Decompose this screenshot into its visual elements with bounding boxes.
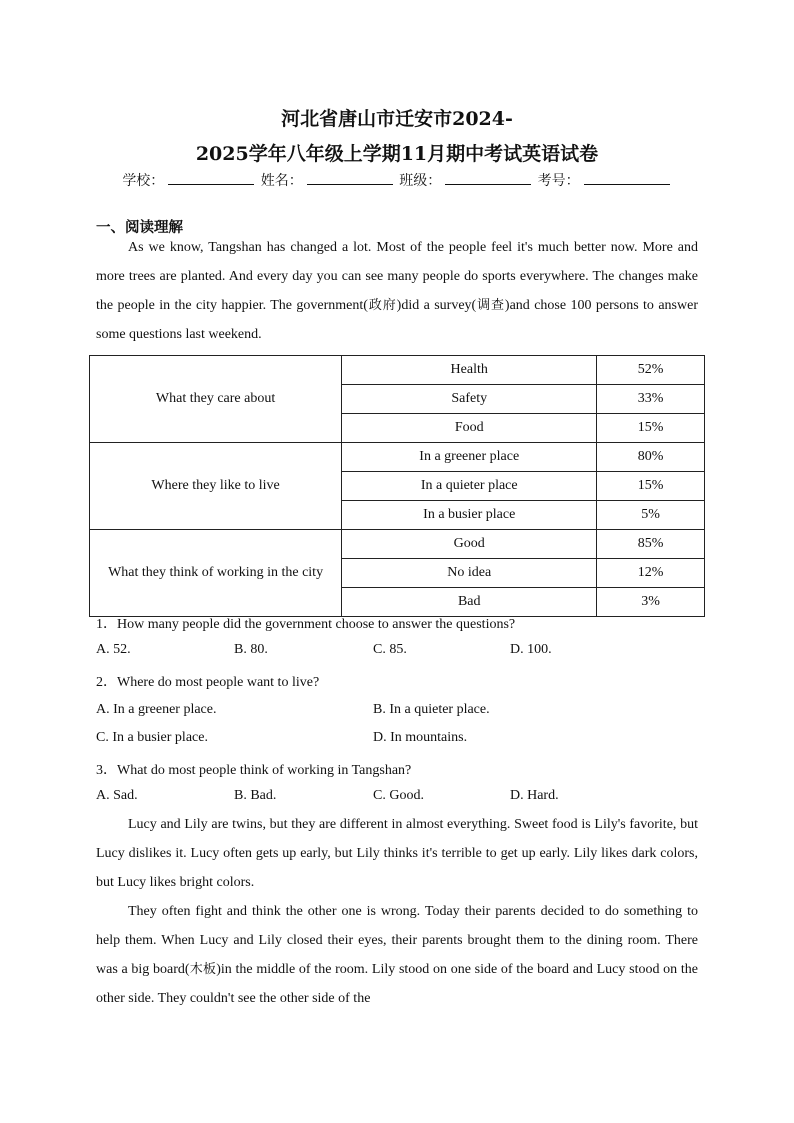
passage-1-gloss-b: 调查 (476, 298, 505, 313)
percent-cell: 85% (597, 530, 705, 559)
percent-cell: 12% (597, 559, 705, 588)
option-cell: No idea (342, 559, 597, 588)
exam-number-blank[interactable] (584, 172, 670, 185)
question-2-option-b[interactable]: B. In a quieter place. (373, 702, 490, 717)
percent-cell: 3% (597, 588, 705, 617)
passage-2-gloss: 木板 (189, 962, 217, 977)
option-cell: Safety (342, 385, 597, 414)
class-blank[interactable] (445, 172, 531, 185)
survey-table (89, 355, 705, 617)
question-3-option-b[interactable]: B. Bad. (234, 788, 277, 803)
percent-cell: 15% (597, 472, 705, 501)
option-cell: Health (342, 356, 597, 385)
option-cell: In a quieter place (342, 472, 597, 501)
passage-2 (96, 810, 698, 1013)
name-label: 姓名： (260, 173, 303, 189)
table-row (90, 530, 705, 559)
table-row (90, 356, 705, 385)
passage-1-gloss-a: 政府 (367, 298, 397, 313)
question-2-option-c[interactable]: C. In a busier place. (96, 730, 208, 745)
option-cell: In a greener place (342, 443, 597, 472)
exam-number-label: 考号： (537, 173, 580, 189)
passage-2-paragraph-1: Lucy and Lily are twins, but they are different in almost everything. Sweet food is Lily's favorite, but Lucy dislikes it. Lucy often gets up early, but Lily thinks it's terrible to get up early. Lily likes dark colors, but Lucy likes bright colors. (96, 817, 698, 890)
passage-2-text-a: They often fight and think the other one is wrong. Today their parents decided to do something to help them. When Lucy and Lily closed their eyes, their parents brought them to the dining room. There was a big board( (96, 904, 698, 977)
percent-cell: 52% (597, 356, 705, 385)
option-cell: Food (342, 414, 597, 443)
passage-1-text-c: )and chose 100 persons to answer some questions last weekend. (96, 298, 698, 342)
percent-cell: 80% (597, 443, 705, 472)
passage-1-text-b: )did a survey( (396, 298, 477, 313)
category-cell: What they care about (90, 356, 342, 443)
passage-2-paragraph-2 (96, 897, 698, 1013)
name-blank[interactable] (307, 172, 393, 185)
question-2-stem: 2．Where do most people want to live? (96, 675, 320, 690)
question-2-option-d[interactable]: D. In mountains. (373, 730, 468, 745)
category-cell: What they think of working in the city (90, 530, 342, 617)
option-cell: Good (342, 530, 597, 559)
school-label: 学校： (122, 173, 165, 189)
question-3-stem: 3．What do most people think of working in Tangshan? (96, 763, 412, 778)
question-1-option-a[interactable]: A. 52. (96, 642, 131, 657)
option-cell: Bad (342, 588, 597, 617)
question-1-option-b[interactable]: B. 80. (234, 642, 268, 657)
question-1-option-d[interactable]: D. 100. (510, 642, 552, 657)
exam-title-line2: 2025学年八年级上学期11月期中考试英语试卷 (195, 143, 599, 165)
question-3-option-c[interactable]: C. Good. (373, 788, 424, 803)
exam-title-line1: 河北省唐山市迁安市2024- (281, 108, 513, 130)
question-3-option-a[interactable]: A. Sad. (96, 788, 138, 803)
question-3-option-d[interactable]: D. Hard. (510, 788, 559, 803)
passage-1 (96, 233, 698, 349)
passage-2-text-b: )in the middle of the room. Lily stood on one side of the board and Lucy stood on the other side. They couldn't see the other side of the (96, 962, 698, 1006)
percent-cell: 15% (597, 414, 705, 443)
question-1-stem: 1．How many people did the government choose to answer the questions? (96, 617, 516, 632)
section-title: 一、阅读理解 (96, 220, 183, 236)
category-cell: Where they like to live (90, 443, 342, 530)
percent-cell: 33% (597, 385, 705, 414)
question-2-option-a[interactable]: A. In a greener place. (96, 702, 217, 717)
class-label: 班级： (399, 173, 442, 189)
school-blank[interactable] (168, 172, 254, 185)
percent-cell: 5% (597, 501, 705, 530)
table-row (90, 443, 705, 472)
option-cell: In a busier place (342, 501, 597, 530)
student-info-row (0, 170, 794, 190)
passage-1-text-a: As we know, Tangshan has changed a lot. Most of the people feel it's much better now. More and more trees are planted. And every day you can see many people do sports everywhere. The changes make the people in the city happier. The government( (96, 240, 698, 313)
question-1-option-c[interactable]: C. 85. (373, 642, 407, 657)
